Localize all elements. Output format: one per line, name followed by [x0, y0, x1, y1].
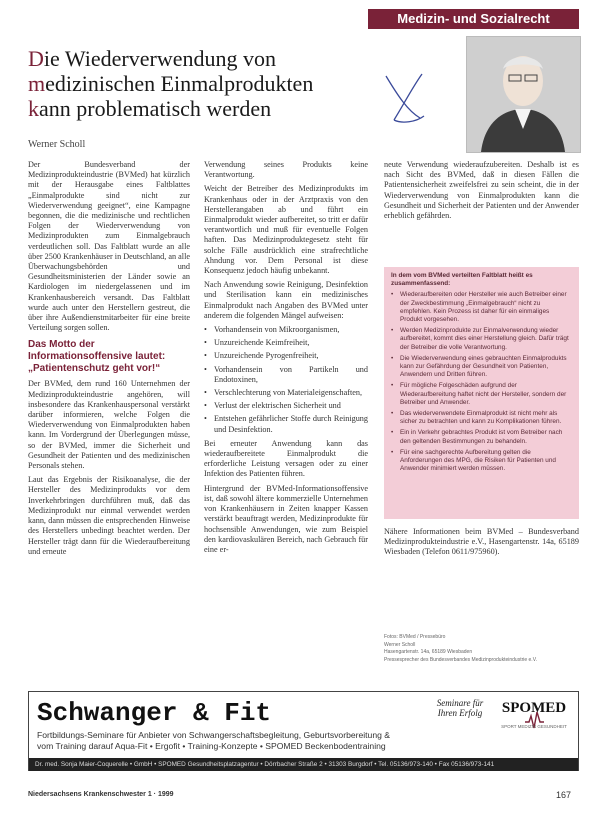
list-item: • Für mögliche Folgeschäden aufgrund der Wiederaufbereitung haftet nicht der Hersteller, sondern der Betreiber und Anwender.: [391, 382, 572, 407]
list-item: • Entstehen gefährlicher Stoffe durch Reinigung und Desinfektion.: [204, 414, 368, 434]
list-item: • Ein in Verkehr gebrachtes Produkt ist vom Betreiber nach den geltenden Bestimmungen zu behandeln.: [391, 429, 572, 445]
paragraph: neute Verwendung wiederaufzubereiten. Deshalb ist es nach Sicht des BVMed, daß in diesen Fällen die Patientensicherheit zweifelsfrei zu sein scheint, die in der Wiederverwendung von Einmalprodukten kann die Gesundheit und Sicherheit der Patienten und der Anwender erheblich gefährden.: [384, 160, 579, 221]
headline-line-1: Die Wiederverwendung von: [28, 46, 276, 71]
defect-list: [204, 325, 368, 435]
list-item: • Das wiederverwendete Einmalprodukt ist nicht mehr als sicher zu betrachten und kann zu Komplikationen führen.: [391, 410, 572, 426]
paragraph: Verwendung seines Produkts keine Verantwortung.: [204, 160, 368, 180]
author-portrait: [466, 36, 581, 153]
headline-line-3: kann problematisch werden: [28, 96, 272, 121]
author-name: Werner Scholl: [28, 139, 86, 150]
list-item: • Für eine sachgerechte Aufbereitung gelten die Anforderungen des MPG, die Risiken für Patienten und Anwender minimiert werden müssen.: [391, 449, 572, 474]
ad-logo-subtitle: SPORT MEDIZIN GESUNDHEIT: [501, 724, 567, 729]
summary-box: [384, 267, 579, 519]
handwritten-signature: [378, 66, 438, 126]
list-item: • Werden Medizinprodukte zur Einmalverwendung wieder aufbereitet, kommt dies einer Herstellung gleich. Dafür trägt der Betreiber die volle Verantwortung.: [391, 327, 572, 352]
list-item: • Unzureichende Pyrogenfreiheit,: [204, 351, 368, 361]
paragraph: Hintergrund der BVMed-Informationsoffensive ist, daß sowohl ältere kommerzielle Unternehmen von Krankenhäusern in Zeiten knapper Kassen verstärkt beauftragt werden, Medizinprodukte für hochsensible Anwendungen, wie zum Beispiel den kardiovaskulären Bereich, nach Gebrauch für eine er-: [204, 483, 368, 554]
ad-description: Fortbildungs-Seminare für Anbieter von Schwangerschaftsbegleitung, Geburtsvorbereitung & vom Training darauf Aqua-Fit • Ergofit • Training-Konzepte • SPOMED Beckenbodentraining: [37, 730, 391, 751]
subheading: Das Motto der Informationsoffensive lautet: „Patientenschutz geht vor!“: [28, 339, 166, 375]
paragraph: Bei erneuter Anwendung kann das wiederaufbereitete Einmalprodukt die erforderliche Leistung versagen oder zu einer Infektion des Patienten führen.: [204, 438, 368, 479]
headline-line-2: medizinischen Einmalprodukten: [28, 71, 314, 96]
list-item: • Vorhandensein von Partikeln und Endotoxinen,: [204, 365, 368, 385]
paragraph: Nähere Informationen beim BVMed – Bundesverband Medizinprodukteindustrie e.V., Hasengartenstr. 14a, 65189 Wiesbaden (Telefon 0611/975960).: [384, 527, 579, 557]
paragraph: Laut das Ergebnis der Risikoanalyse, die der Hersteller des Medizinprodukts vor dem Inverkehrbringen durchführen muß, daß das Medizinprodukt nur einmal verwendet werden kann, dann müssen die entsprechenden Hinweise des Herstellers unbedingt beachtet werden. Der Hersteller trägt dann für die Wiederaufbereitung und erneute: [28, 475, 190, 556]
ad-slogan: Seminare für Ihren Erfolg: [436, 698, 484, 718]
paragraph: Der Bundesverband der Medizinprodukteindustrie (BVMed) hat kürzlich mit der Herausgabe eines Faltblattes „Einmalprodukte sind nicht zur Wiederverwendung geeignet“, eine Kampagne begonnen, die die medizinische und rechtlichen Folgen der Wiederverwendung von Medizinprodukten zum Einmalgebrauch verdeutlichen soll. Das Faltblatt wurde an alle über 2500 Krankenhäuser in Deutschland, an alle Überwachungsbehörden und Gesundheitsministerien der Länder sowie an Kardiologen im niedergelassenen und im Krankenhausbereich versandt. Das Faltblatt wurde auch unter den Herstellern gestreut, die über ihre Außendienstmitarbeiter für eine breite Verteilung sorgen sollen.: [28, 160, 190, 333]
text-column-1: [28, 160, 190, 561]
ad-logo-text: SPOMED: [501, 700, 567, 716]
ad-contact-bar: Dr. med. Sonja Maier-Coquerelle • GmbH • SPOMED Gesundheitsplatzagentur • Dörrbacher Straße 2 • 31303 Burgdorf • Tel. 05136/973-140 • Fax 05136/973-141: [29, 758, 578, 771]
summary-list: [391, 291, 572, 473]
text-column-3: [384, 160, 579, 225]
page-number: 167: [556, 790, 572, 800]
text-column-2: [204, 160, 368, 559]
list-item: • Verschlechterung von Materialeigenschaften,: [204, 388, 368, 398]
author-credits: Fotos: BVMed / Pressebüro Werner Scholl Hasengartenstr. 14a, 65189 Wiesbaden Pressesprecher des Bundesverbandes Medizinprodukteindustrie e.V.: [384, 634, 537, 663]
summary-box-heading: In dem vom BVMed verteilten Faltblatt heißt es zusammenfassend:: [391, 272, 533, 288]
list-item: • Wiederaufbereiten oder Hersteller wie auch Betreiber einer der Zweckbestimmung „Einmalgebrauch“ nicht zu empfehlen. Kein Prozess ist daher für ein einmaliges Produkt vorgesehen.: [391, 291, 572, 324]
paragraph: Weicht der Betreiber des Medizinprodukts im Krankenhaus oder in der Arztpraxis von den Herstellerangaben ab und führt ein Einmalprodukt wieder aufbereitet, so tritt er dafür verantwortlich und muß für eventuelle Folgen haften. Das Medizinproduktegesetz steht für solche Fälle ausdrücklich eine strafrechtliche Ahndung vor. Dem Personal ist diese Konsequenz jedoch häufig unbekannt.: [204, 184, 368, 276]
list-item: • Die Wiederverwendung eines gebrauchten Einmalprodukts kann zur Gefährdung der Gesundheit von Patienten, Anwendern und Dritten führen.: [391, 355, 572, 380]
journal-name: Niedersachsens Krankenschwester 1 · 1999: [28, 791, 174, 798]
section-tag: Medizin- und Sozialrecht: [368, 9, 579, 29]
paragraph: Der BVMed, dem rund 160 Unternehmen der Medizinprodukteindustrie angehören, will insbesondere das Krankenhauspersonal verstärkt darüber informieren, welche Folgen die Wiederverwendung von Einmalprodukten haben kann. Im Vordergrund der Überlegungen müsse, so der BVMed, immer die Sicherheit und Gesundheit der Patienten und des medizinischen Personals stehen.: [28, 379, 190, 471]
portrait-image: [467, 37, 580, 152]
list-item: • Vorhandensein von Mikroorganismen,: [204, 325, 368, 335]
list-item: • Verlust der elektrischen Sicherheit und: [204, 401, 368, 411]
advertisement: [28, 691, 579, 771]
contact-info: [384, 527, 579, 562]
paragraph: Nach Anwendung sowie Reinigung, Desinfektion und Sterilisation kann ein medizinisches Einmalprodukt nach Angaben des BVMed unter anderem die folgenden Mängel aufweisen:: [204, 280, 368, 320]
ad-title: Schwanger & Fit: [37, 698, 272, 728]
list-item: • Unzureichende Keimfreiheit,: [204, 338, 368, 348]
